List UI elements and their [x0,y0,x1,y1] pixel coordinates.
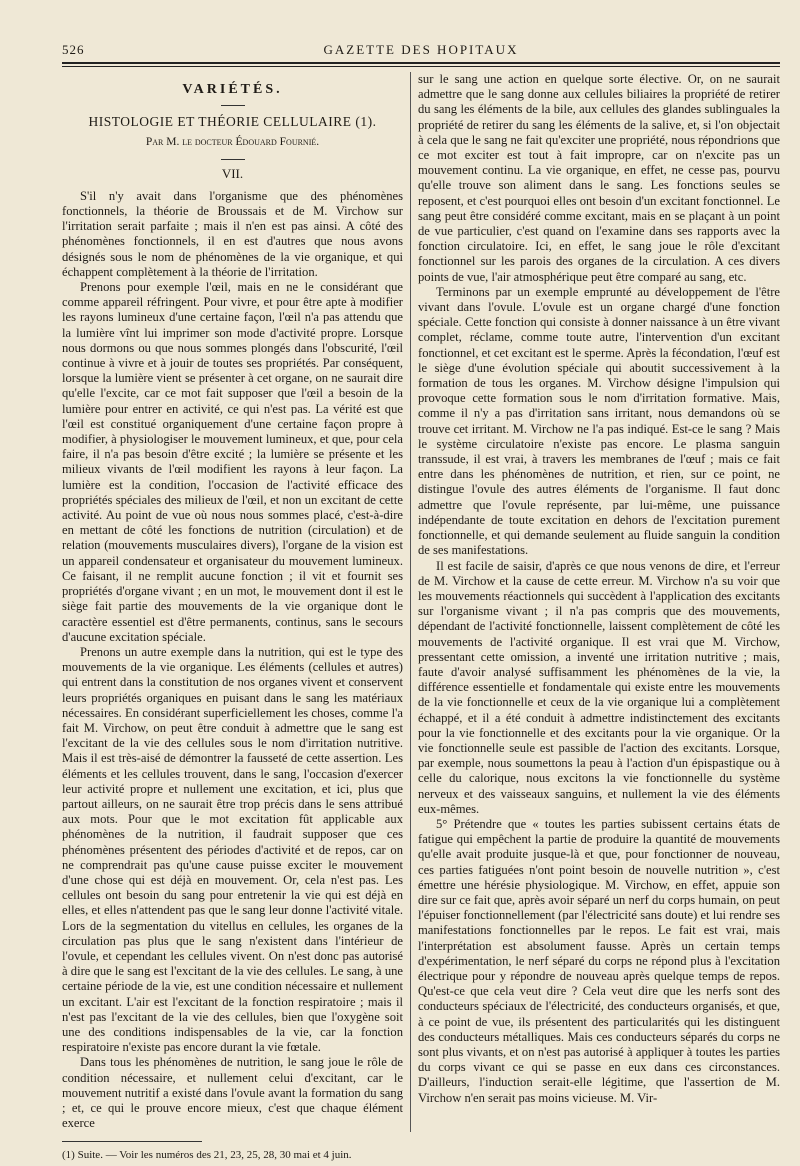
paragraph: S'il n'y avait dans l'organisme que des phénomènes fonctionnels, la théorie de Broussais et de M. Virchow sur l'irritation serait parfaite ; mais il n'en est pas ainsi. A côté des phénomènes fonctionnels, il en est d'autres que nous avons désignés sous le nom de phénomènes de la vie organique, et qui échappent complètement à la théorie de l'irritation. [62,188,403,279]
paragraph: Terminons par un exemple emprunté au développement de l'être vivant dans l'ovule. L'ovule est un organe chargé d'une fonction spéciale. Cette fonction qui consiste à donner naissance à un être vivant complet, réclame, comme toute autre, l'intervention d'un excitant fonctionnel, et cet excitant est le sperme. Après la fécondation, l'œuf est le siège d'une évolution spéciale qui aboutit successivement à la formation de tous les organes. M. Virchow désigne l'impulsion qui provoque cette formation sous le nom d'irritation formative. Mais, comme il n'y a pas d'irritation sans irritant, nous demandons où se trouve cet irritant. M. Virchow ne l'a pas indiqué. Est-ce le sang ? Mais le système circulatoire n'existe pas encore. Le plasma sanguin transsude, il est vrai, à travers les membranes de l'œuf ; mais ce fait entre dans les phénomènes de nutrition, et rien, sur ce point, ne distingue l'ovule des autres éléments de l'organisme. Il faut donc admettre que l'ovule représente, par lui-même, une puissance indépendante de toute excitation en dehors de l'excitation purement fonctionnelle, et qui demande seulement au fluide sanguin la condition de ses manifestations. [418,284,780,558]
paragraph: Il est facile de saisir, d'après ce que nous venons de dire, et l'erreur de M. Virchow et la cause de cette erreur. M. Virchow n'a su voir que les mouvements réactionnels qui succèdent à l'application des excitants sur l'organisme vivant ; il n'a pas compris que des mouvements, dépendant de l'activité fonctionnelle, laissent complètement de côté les mouvements de l'activité organique. Il est vrai que M. Virchow, pressentant cette omission, a inventé une irritation nutritive ; mais, faute d'avoir analysé suffisamment les phénomènes de la vie, la différence essentielle et fondamentale qui existe entre les mouvements de la vie fonctionnelle et ceux de la vie organique lui a complètement échappé, et il a été conduit à admettre indistinctement des excitants pour la vie fonctionnelle et des excitants pour la vie organique. Or la vie fonctionnelle seule est passible de l'action des excitants. Lorsque, par exemple, nous soumettons la peau à l'action d'un épispastique ou à celle du calorique, nous excitons la vie fonctionnelle du système nerveux et des vaisseaux sanguins, et nullement la vie des éléments eux-mêmes. [418,558,780,816]
byline-divider [221,159,245,160]
title-divider [221,105,245,106]
byline: Par M. le docteur Édouard Fournié. [145,136,320,149]
section-title: VARIÉTÉS. [182,82,283,97]
journal-title: GAZETTE DES HOPITAUX [323,42,519,57]
header-rule [62,62,780,64]
article-title: HISTOLOGIE ET THÉORIE CELLULAIRE (1). [88,114,377,130]
left-column [62,72,403,1164]
footnote: (1) Suite. — Voir les numéros des 21, 23, 25, 28, 30 mai et 4 juin. [62,1149,352,1162]
right-column [418,72,780,1106]
footnote-rule [62,1141,202,1142]
page-number: 526 [62,42,85,57]
paragraph: sur le sang une action en quelque sorte élective. Or, on ne saurait admettre que le sang donne aux cellules biliaires la propriété de retirer du sang les éléments de la bile, aux cellules des glandes sublinguales la propriété de retirer du sang les éléments de la salive, et, si l'on objectait à cela que le sang ne fait qu'exciter une propriété, nous répondrions que ce mot exciter est tout à fait impropre, car on n'excite pas un mouvement continu. La vie organique, en effet, ne cesse pas, pourvu qu'elle trouve son aliment dans le sang. Les fonctions seules se reposent, et c'est pourquoi elles ont besoin d'un excitant fonctionnel. Le sang peut être considéré comme excitant, mais en se plaçant à un point de vue particulier, c'est quand on l'examine dans ses rapports avec la fonction circulatoire. Ici, en effet, le sang joue le rôle d'excitant fonctionnel sur les parois des organes de la circulation. A ces divers points de vue, l'air atmosphérique peut être comparé au sang, etc. [418,72,780,284]
paragraph: 5° Prétendre que « toutes les parties subissent certains états de fatigue qui empêchent la partie de produire la quantité de mouvements qu'elle avait produite jusque-là et que, pour fonctionner de nouveau, ces parties fatiguées n'ont point besoin de nouvelle nutrition », c'est émettre une hérésie physiologique. M. Virchow, en effet, appuie son dire sur ce fait que, après avoir séparé un nerf du corps humain, on peut l'épuiser fonctionnellement (par l'électricité sans doute) et lui rendre ses manifestations fonctionnelles par le repos. Le fait est vrai, mais l'interprétation est absolument fausse. Après un certain temps d'expérimentation, le nerf séparé du corps ne répond plus à l'excitation électrique pour y répondre de nouveau après quelque temps de repos. Qu'est-ce que cela veut dire ? Cela veut dire que les nerfs sont des conducteurs spéciaux de l'électricité, des conducteurs organisés, et que, à ce point de vue, ils présentent des particularités qui les distinguent des conducteurs métalliques. Mais ces conducteurs séparés du corps ne sont plus vivants, et on n'est pas autorisé à appliquer à toutes les parties du corps vivant ce qui se passe en eux dans ces circonstances. D'ailleurs, l'induction serait-elle légitime, que l'assertion de M. Virchow n'en serait pas moins vicieuse. M. Vir- [418,816,780,1105]
paragraph: Prenons pour exemple l'œil, mais en ne le considérant que comme appareil réfringent. Pour vivre, et pour être apte à modifier les rayons lumineux d'une certaine façon, l'œil n'a pas attendu que la lumière vînt lui imprimer son mode d'activité propre. Lorsque nous dormons ou que nous sommes plongés dans l'obscurité, l'œil continue à vivre et à jouir de toutes ses propriétés. Par conséquent, lorsque la lumière vient se présenter à cet organe, on ne saurait dire qu'elle l'excite, car ce mot fait supposer que l'œil a besoin de la lumière pour entrer en activité, ce qui n'est pas. La vérité est que l'œil est constitué organiquement d'une certaine façon propre à modifier, à physiologiser le mouvement lumineux, et que, pour cela faire, il n'a pas besoin d'être excité ; la lumière se présente et les milieux vivants de l'œil modifient les rayons à leur façon. La lumière est la condition, l'occasion de l'activité efficace des propriétés spéciales des milieux de l'œil, et non un excitant de cette activité. Au point de vue où nous nous sommes placé, c'est-à-dire en mettant de côté les fonctions de nutrition (circulation) et de relation (mouvements musculaires divers), l'organe de la vision est un appareil condensateur et organisateur du mouvement lumineux. Ce faisant, il ne remplit aucune fonction ; il vit et fournit ses propriétés d'organe vivant ; en un mot, le mouvement dont il est le siège fait partie des mouvements de la vie organique dont le caractère essentiel est d'être permanents, continus, sans le secours d'aucune excitation spéciale. [62,280,403,644]
page-header [62,38,780,60]
section-number: VII. [221,165,244,181]
paragraph: Prenons un autre exemple dans la nutrition, qui est le type des mouvements de la vie organique. Les éléments (cellules et autres) qui entrent dans la constitution de nos organes vivent et conservent leurs propriétés organiques en puisant dans le sang les matériaux nécessaires. En considérant superficiellement les choses, comme l'a fait M. Virchow, on peut être conduit à admettre que le sang est l'excitant de la vie des cellules sous le nom d'irritation nutritive. Mais il est très-aisé de démontrer la fausseté de cette assertion. Les éléments et les cellules trouvent, dans le sang, l'occasion d'exercer leur activité propre et nullement une excitation, et ici, plus que partout ailleurs, on ne saurait être trop précis dans le sens attribué aux mots. Pour que le mot excitation fût applicable aux phénomènes de la nutrition, il faudrait supposer que ces phénomènes présentent des périodes d'activité et de repos, car on ne comprendrait pas qu'une cause puisse exciter le mouvement d'une chose qui est déjà en mouvement. Or, cela n'est pas. Les cellules ont besoin du sang pour entretenir la vie qui est déjà en elles, et elles n'attendent pas que le sang leur donne l'activité vitale. Lors de la segmentation du vitellus en cellules, les organes de la circulation pas plus que le sang n'existent dans l'intérieur de l'ovule, et cependant les cellules vivent. On n'est donc pas autorisé à dire que le sang est l'excitant de la vie des cellules. Le sang, à une certaine période de la vie, est une condition nécessaire et nullement un excitant. L'air est l'excitant de la fonction respiratoire ; mais il n'est pas l'excitant de la vie des cellules, bien que l'oxygène soit une des conditions indispensables de la vie, car la fonction respiratoire n'existe pas encore durant la vie fœtale. [62,644,403,1055]
header-rule-thin [62,66,780,67]
column-divider [410,72,411,1132]
paragraph: Dans tous les phénomènes de nutrition, le sang joue le rôle de condition nécessaire, et nullement celui d'excitant, car le mouvement nutritif a existé dans l'ovule avant la formation du sang ; et, ce qui le prouve encore mieux, c'est que chaque élément exerce [62,1055,403,1131]
